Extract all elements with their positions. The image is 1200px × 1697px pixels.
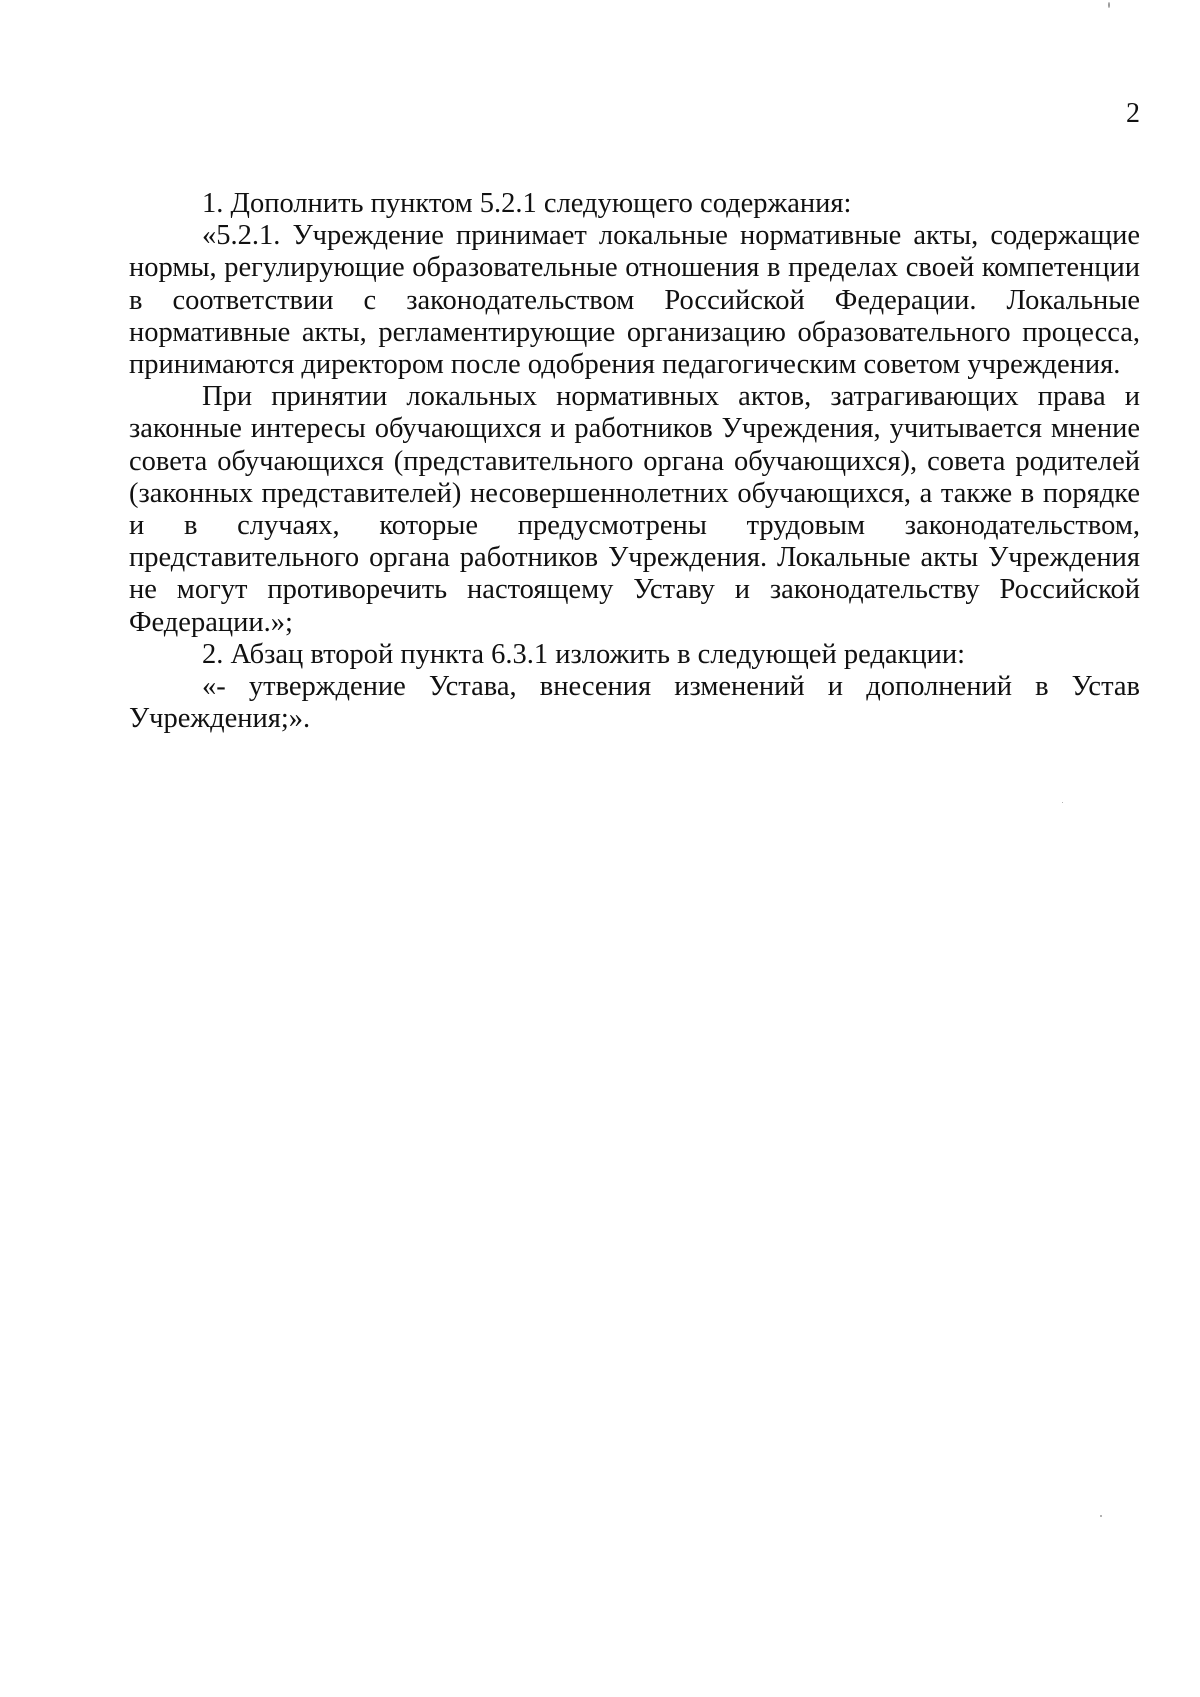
page-number: 2 [1126, 98, 1140, 129]
scan-speck [1100, 1515, 1102, 1517]
paragraph-local-acts-opinion: При принятии локальных нормативных актов, затрагивающих права и законные интересы обучающихся и работников Учреждения, учитывается мнение совета обучающихся (представительного органа обучающихся), совета родителей (законных представителей) несовершеннолетних обучающихся, а также в порядке и в случаях, которые предусмотрены трудовым законодательством, представительного органа работников Учреждения. Локальные акты Учреждения не могут противоречить настоящему Уставу и законодательству Российской Федерации.»; [129, 381, 1140, 638]
scan-speck [1108, 2, 1110, 8]
document-body [129, 188, 1140, 735]
paragraph-clause-5-2-1: «5.2.1. Учреждение принимает локальные нормативные акты, содержащие нормы, регулирующие образовательные отношения в пределах своей компетенции в соответствии с законодательством Российской Федерации. Локальные нормативные акты, регламентирующие организацию образовательного процесса, принимаются директором после одобрения педагогическим советом учреждения. [129, 220, 1140, 381]
scan-speck [1062, 802, 1063, 803]
paragraph-amendment-1: 1. Дополнить пунктом 5.2.1 следующего содержания: [202, 188, 852, 219]
paragraph-charter-approval: «- утверждение Устава, внесения изменений и дополнений в Устав Учреждения;». [129, 671, 1140, 735]
paragraph-amendment-2: 2. Абзац второй пункта 6.3.1 изложить в следующей редакции: [202, 638, 966, 670]
